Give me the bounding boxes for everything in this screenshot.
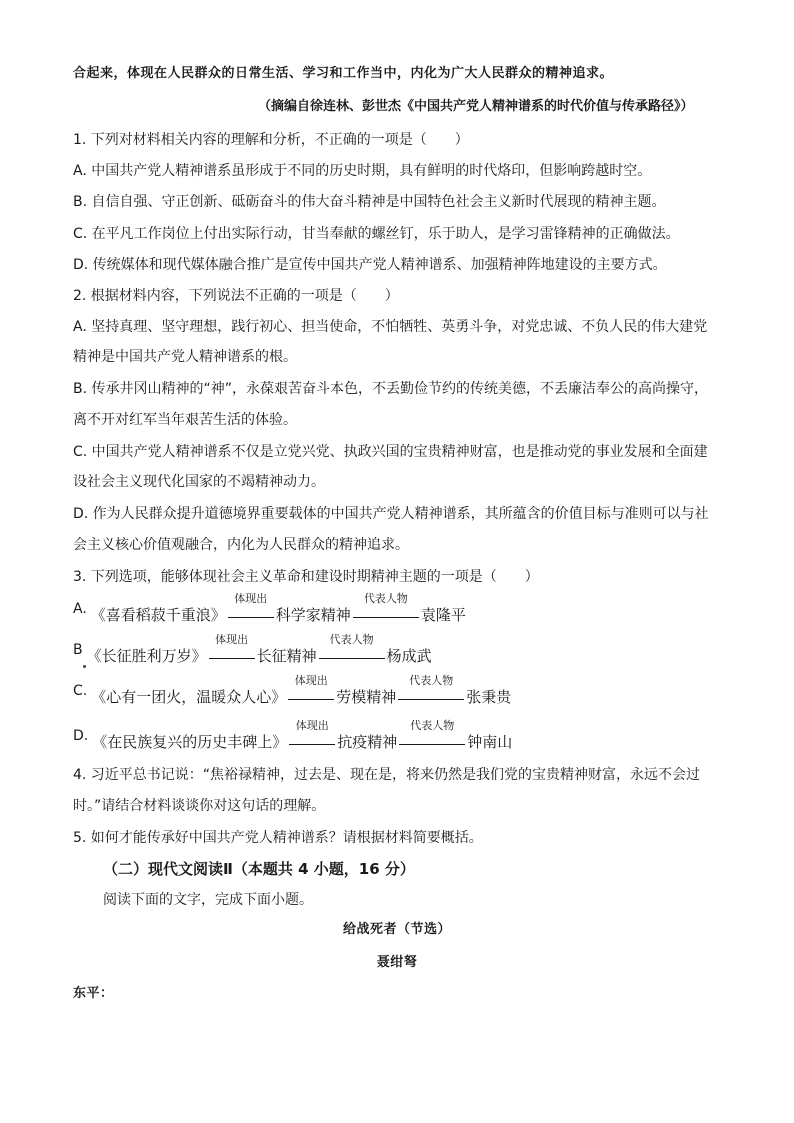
- arrow-line: [228, 617, 274, 618]
- arrow-label: 代表人物: [363, 592, 408, 605]
- stray-mark: [83, 665, 86, 668]
- arrow-line: [319, 658, 385, 659]
- intro-source-citation: （摘编自徐连林、彭世杰《中国共产党人精神谱系的时代价值与传承路径》）: [258, 99, 694, 114]
- letter-salutation: 东平：: [73, 986, 114, 1001]
- q3-option-work: 《心有一团火，温暖众人心》: [91, 688, 287, 706]
- q1-option-a: A. 中国共产党人精神谱系虽形成于不同的历史时期，具有鲜明的时代烙印，但影响跨越时空。: [73, 163, 652, 179]
- q2-option-b-line2: 离不开对红军当年艰苦生活的体验。: [73, 412, 297, 428]
- arrow-line: [209, 658, 255, 659]
- q3-option-work: 《长征胜利万岁》: [86, 647, 207, 665]
- q3-option-a: [73, 592, 466, 627]
- section-2-instruction: 阅读下面的文字，完成下面小题。: [103, 892, 313, 908]
- arrow-label: 体现出: [294, 674, 328, 687]
- arrow-representative: [399, 719, 465, 754]
- q3-option-person: 钟南山: [467, 733, 513, 751]
- q2-option-d-line2: 会主义核心价值观融合，内化为人民群众的精神追求。: [73, 537, 409, 553]
- arrow-label: 体现出: [215, 633, 249, 646]
- q2-option-c-line2: 设社会主义现代化国家的不竭精神动力。: [73, 474, 325, 490]
- q5-line1: 5. 如何才能传承好中国共产党人精神谱系？请根据材料简要概括。: [73, 830, 483, 846]
- arrow-representative: [353, 592, 419, 627]
- q3-option-work: 《喜看稻菽千重浪》: [90, 606, 226, 624]
- arrow-reflects: [228, 592, 274, 627]
- arrow-label: 代表人物: [410, 719, 455, 732]
- q3-option-letter: A.: [73, 601, 87, 617]
- q2-option-a-line1: A. 坚持真理、坚守理想，践行初心、担当使命，不怕牺牲、英勇斗争，对党忠诚、不负人民的伟大建党: [73, 319, 708, 335]
- arrow-representative: [398, 674, 464, 709]
- article-author: 聂绀弩: [376, 955, 418, 970]
- q1-stem: 1. 下列对材料相关内容的理解和分析，不正确的一项是（ ）: [73, 132, 469, 148]
- arrow-reflects: [289, 719, 335, 754]
- q3-option-b: [73, 633, 432, 668]
- q3-option-d: [73, 719, 513, 754]
- arrow-line: [398, 699, 464, 700]
- arrow-representative: [319, 633, 385, 668]
- q2-option-a-line2: 精神是中国共产党人精神谱系的根。: [73, 349, 297, 365]
- q2-stem: 2. 根据材料内容，下列说法不正确的一项是（ ）: [73, 288, 399, 304]
- arrow-label: 代表人物: [329, 633, 374, 646]
- q3-option-letter: B: [73, 642, 83, 658]
- q3-option-spirit: 抗疫精神: [337, 733, 398, 751]
- q4-line1: 4. 习近平总书记说：“焦裕禄精神，过去是、现在是，将来仍然是我们党的宝贵精神财富，永远不会过: [73, 767, 701, 783]
- arrow-line: [289, 744, 335, 745]
- arrow-reflects: [209, 633, 255, 668]
- section-2-heading: （二）现代文阅读Ⅱ（本题共 4 小题，16 分）: [103, 860, 415, 878]
- intro-closing-line: 合起来，体现在人民群众的日常生活、学习和工作当中，内化为广大人民群众的精神追求。: [73, 66, 614, 81]
- arrow-line: [288, 699, 334, 700]
- q3-option-c: [73, 674, 512, 709]
- q3-option-person: 袁隆平: [420, 606, 466, 624]
- q2-option-d-line1: D. 作为人民群众提升道德境界重要载体的中国共产党人精神谱系，其所蕴含的价值目标与准则可以与社: [73, 506, 709, 522]
- q3-option-work: 《在民族复兴的历史丰碑上》: [92, 733, 288, 751]
- q1-option-c: C. 在平凡工作岗位上付出实际行动，甘当奉献的螺丝钉，乐于助人，是学习雷锋精神的正确做法。: [73, 226, 680, 242]
- q3-option-letter: C.: [73, 683, 88, 699]
- arrow-label: 代表人物: [409, 674, 454, 687]
- article-title: 给战死者（节选）: [342, 922, 451, 937]
- q3-option-person: 杨成武: [386, 647, 432, 665]
- q3-option-spirit: 科学家精神: [275, 606, 351, 624]
- arrow-reflects: [288, 674, 334, 709]
- arrow-label: 体现出: [295, 719, 329, 732]
- arrow-line: [353, 617, 419, 618]
- q2-option-b-line1: B. 传承井冈山精神的“神”，永葆艰苦奋斗本色，不丢勤俭节约的传统美德，不丢廉洁奉公的高尚操守，: [73, 381, 709, 397]
- arrow-label: 体现出: [234, 592, 268, 605]
- q2-option-c-line1: C. 中国共产党人精神谱系不仅是立党兴党、执政兴国的宝贵精神财富，也是推动党的事业发展和全面建: [73, 444, 708, 460]
- q3-option-person: 张秉贵: [466, 688, 512, 706]
- q1-option-d: D. 传统媒体和现代媒体融合推广是宣传中国共产党人精神谱系、加强精神阵地建设的主要方式。: [73, 257, 667, 273]
- arrow-line: [399, 744, 465, 745]
- q3-option-letter: D.: [73, 728, 89, 744]
- q4-line2: 时。”请结合材料谈谈你对这句话的理解。: [73, 798, 326, 814]
- q3-stem: 3. 下列选项，能够体现社会主义革命和建设时期精神主题的一项是（ ）: [73, 569, 539, 585]
- q3-option-spirit: 长征精神: [256, 647, 317, 665]
- q1-option-b: B. 自信自强、守正创新、砥砺奋斗的伟大奋斗精神是中国特色社会主义新时代展现的精神主题。: [73, 194, 666, 210]
- q3-option-spirit: 劳模精神: [336, 688, 397, 706]
